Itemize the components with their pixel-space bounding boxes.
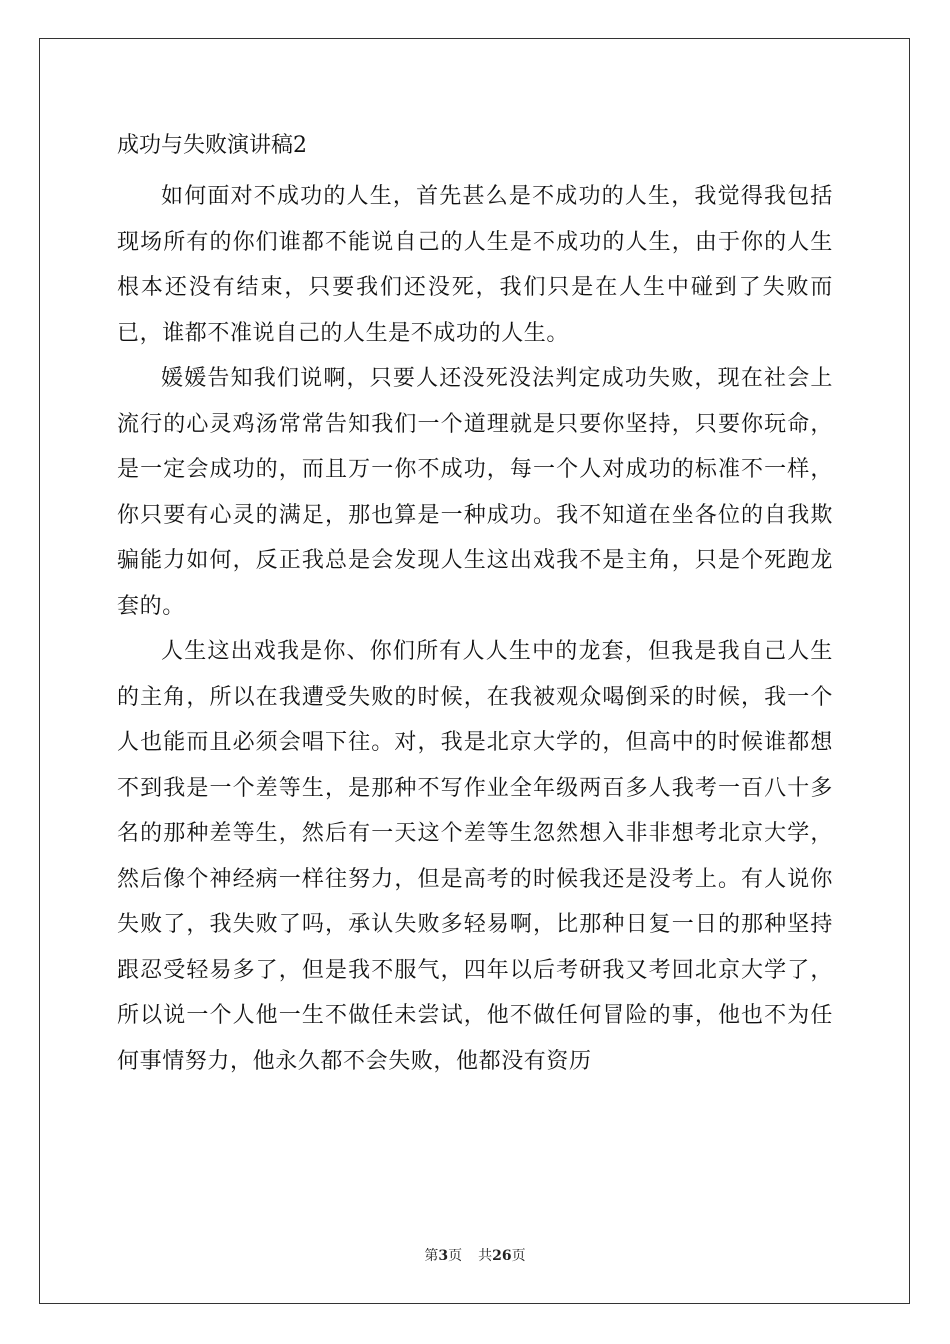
document-body [117, 128, 833, 1084]
page-footer [0, 1246, 950, 1266]
paragraph-1: 如何面对不成功的人生，首先甚么是不成功的人生，我觉得我包括现场所有的你们谁都不能说自己的人生是不成功的人生，由于你的人生根本还没有结束，只要我们还没死，我们只是在人生中碰到了失败而已，谁都不准说自己的人生是不成功的人生。 [117, 184, 833, 346]
document-title: 成功与失败演讲稿2 [117, 133, 307, 158]
page-suffix: 页 [448, 1248, 463, 1264]
total-pages: 26 [492, 1248, 512, 1264]
paragraph-2: 媛媛告知我们说啊，只要人还没死没法判定成功失败，现在社会上流行的心灵鸡汤常常告知我们一个道理就是只要你坚持，只要你玩命，是一定会成功的，而且万一你不成功，每一个人对成功的标准不一样，你只要有心灵的满足，那也算是一种成功。我不知道在坐各位的自我欺骗能力如何，反正我总是会发现人生这出戏我不是主角，只是个死跑龙套的。 [117, 366, 833, 619]
total-suffix: 页 [511, 1248, 526, 1264]
total-prefix: 共 [478, 1248, 493, 1264]
page-prefix: 第 [424, 1248, 439, 1264]
paragraph-3: 人生这出戏我是你、你们所有人人生中的龙套，但我是我自己人生的主角，所以在我遭受失败的时候，在我被观众喝倒采的时候，我一个人也能而且必须会唱下往。对，我是北京大学的，但高中的时候谁都想不到我是一个差等生，是那种不写作业全年级两百多人我考一百八十多名的那种差等生，然后有一天这个差等生忽然想入非非想考北京大学，然后像个神经病一样往努力，但是高考的时候我还是没考上。有人说你失败了，我失败了吗，承认失败多轻易啊，比那种日复一日的那种坚持跟忍受轻易多了，但是我不服气，四年以后考研我又考回北京大学了，所以说一个人他一生不做任未尝试，他不做任何冒险的事，他也不为任何事情努力，他永久都不会失败，他都没有资历 [117, 639, 833, 1074]
page-number: 3 [438, 1248, 449, 1264]
